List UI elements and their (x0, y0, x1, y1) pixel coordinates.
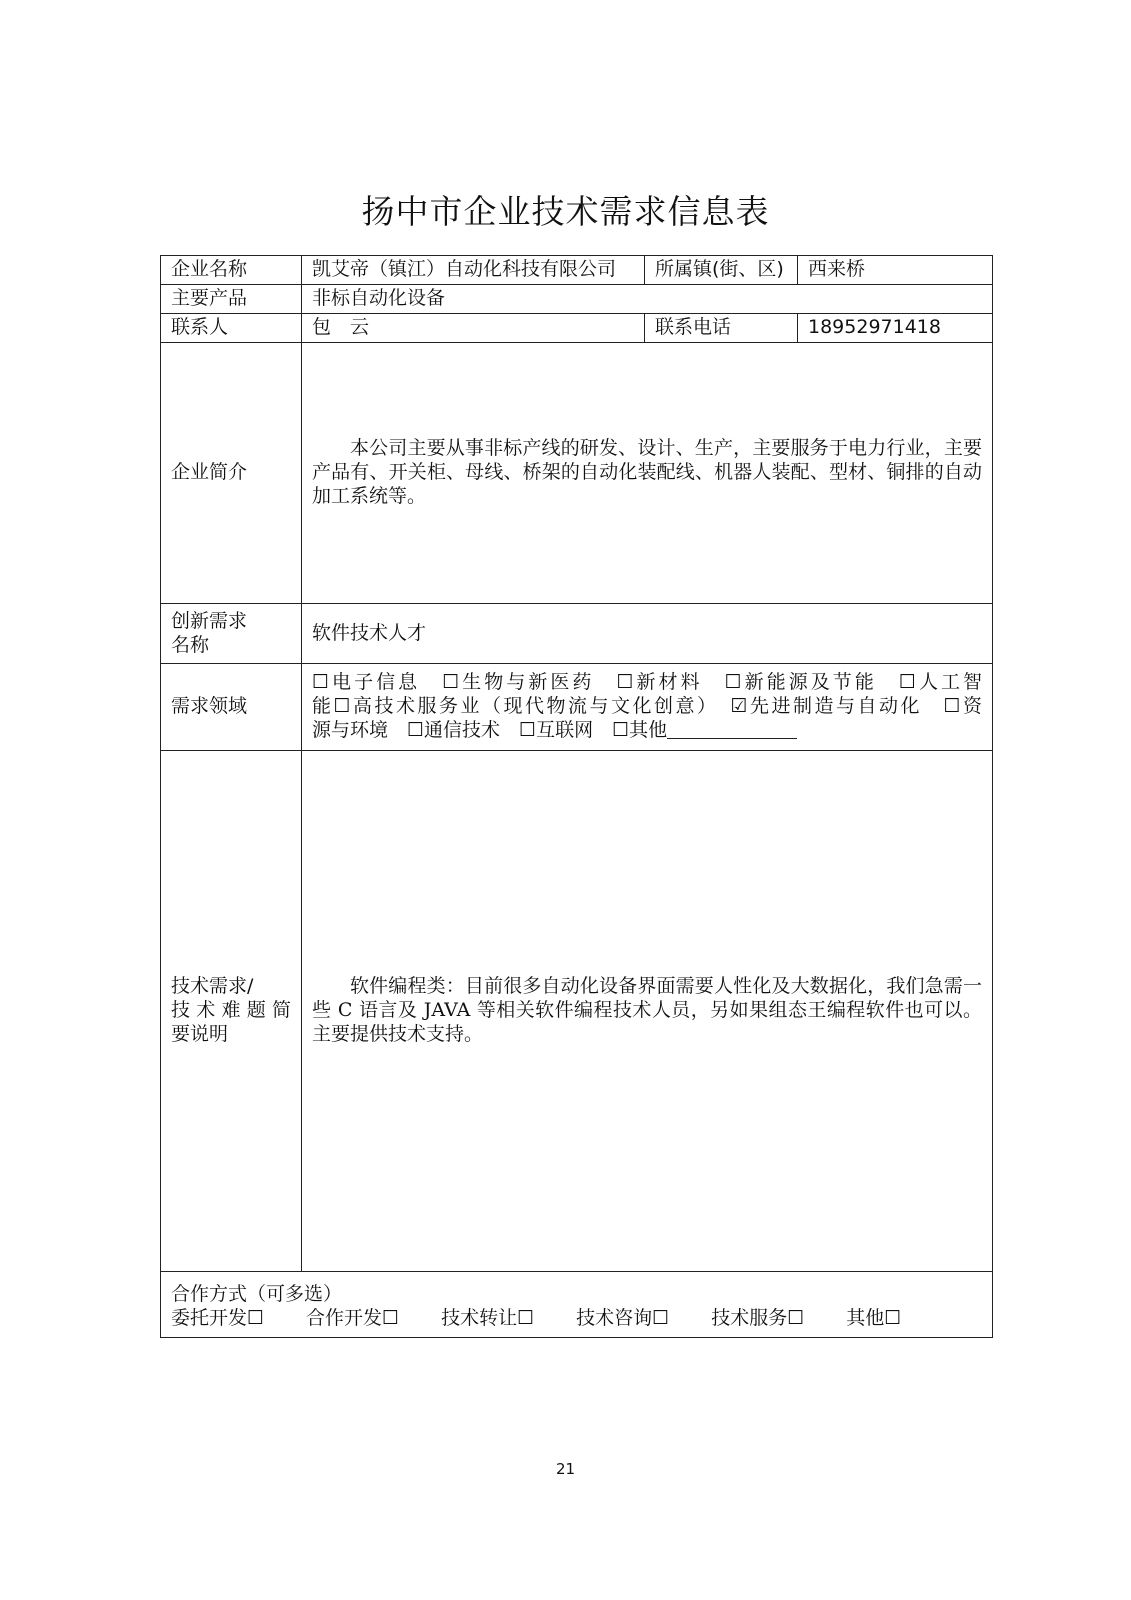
row-tech (161, 751, 993, 1272)
domain-line-2: 能☐高技术服务业（现代物流与文化创意） ☑先进制造与自动化 ☐资 (312, 694, 982, 717)
demand-info-table (160, 255, 993, 1338)
other-blank-line (667, 718, 797, 739)
need-name-label (161, 604, 302, 664)
product-label: 主要产品 (161, 285, 302, 314)
phone-label: 联系电话 (645, 314, 798, 343)
phone-value: 18952971418 (798, 314, 993, 343)
coop-option-entrust: 委托开发☐ (171, 1306, 265, 1329)
tech-label-line2: 技术难题简 (171, 999, 291, 1022)
domain-line-1: ☐电子信息 ☐生物与新医药 ☐新材料 ☐新能源及节能 ☐人工智 (312, 670, 982, 693)
row-need-name (161, 604, 993, 664)
company-name-value: 凯艾帝（镇江）自动化科技有限公司 (302, 256, 645, 285)
domain-line-3-wrap (312, 718, 982, 743)
tech-label-line3: 要说明 (171, 1022, 229, 1045)
company-name-label: 企业名称 (161, 256, 302, 285)
domain-label: 需求领域 (161, 664, 302, 751)
need-name-label-line2: 名称 (171, 633, 210, 656)
row-contact (161, 314, 993, 343)
town-value: 西来桥 (798, 256, 993, 285)
cooperation-title: 合作方式（可多选） (171, 1282, 343, 1305)
contact-label: 联系人 (161, 314, 302, 343)
coop-option-transfer: 技术转让☐ (441, 1306, 535, 1329)
need-name-value: 软件技术人才 (302, 604, 993, 664)
row-company (161, 256, 993, 285)
tech-label-line1: 技术需求/ (171, 975, 254, 998)
row-cooperation (161, 1272, 993, 1338)
page-title: 扬中市企业技术需求信息表 (361, 192, 770, 231)
coop-option-service: 技术服务☐ (711, 1306, 805, 1329)
contact-value: 包 云 (302, 314, 645, 343)
need-name-label-line1: 创新需求 (171, 609, 248, 632)
intro-label: 企业简介 (161, 343, 302, 604)
town-label: 所属镇(街、区) (645, 256, 798, 285)
tech-text: 软件编程类：目前很多自动化设备界面需要人性化及大数据化，我们急需一些 C 语言及 JAVA 等相关软件编程技术人员，另如果组态王编程软件也可以。主要提供技术支持。 (302, 751, 993, 1272)
cooperation-options (171, 1307, 982, 1331)
page-number: 21 (555, 1460, 576, 1478)
row-intro (161, 343, 993, 604)
tech-label (161, 751, 302, 1272)
row-domain (161, 664, 993, 751)
domain-line-3: 源与环境 ☐通信技术 ☐互联网 ☐其他 (312, 719, 668, 742)
coop-option-joint: 合作开发☐ (306, 1306, 400, 1329)
coop-option-consult: 技术咨询☐ (576, 1306, 670, 1329)
domain-options (302, 664, 993, 751)
coop-option-other: 其他☐ (846, 1306, 902, 1329)
product-value: 非标自动化设备 (302, 285, 993, 314)
intro-text: 本公司主要从事非标产线的研发、设计、生产，主要服务于电力行业，主要产品有、开关柜、母线、桥架的自动化装配线、机器人装配、型材、铜排的自动加工系统等。 (302, 343, 993, 604)
row-product (161, 285, 993, 314)
cooperation-cell (161, 1272, 993, 1338)
